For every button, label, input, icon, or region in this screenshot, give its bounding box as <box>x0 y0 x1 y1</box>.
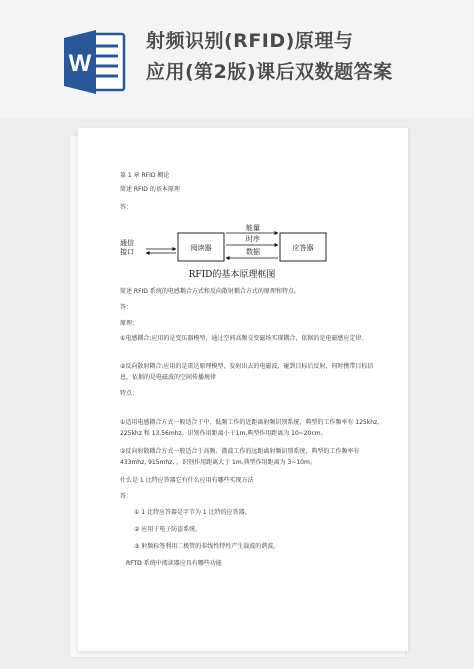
document-title <box>146 26 466 88</box>
diagram-caption: RFID的基本原理框图 <box>188 270 276 280</box>
question-4: RFTD 系统中阅读器应具有哪些功能 <box>126 560 222 567</box>
document-title-line-2: 应用(第2版)课后双数题答案 <box>146 61 393 83</box>
list-item-1: ① 1 比特应答器是字节为 1 比特的应答器。 <box>134 509 251 516</box>
transponder-label: 应答器 <box>292 244 314 252</box>
host-label-1: 通信 <box>120 239 134 247</box>
word-icon-letter: W <box>68 50 92 77</box>
document-page <box>78 128 408 651</box>
principle-label: 原理： <box>120 320 139 327</box>
question-1: 简述 RFID 的基本原理 <box>120 186 180 193</box>
question-3: 什么是 1 比特应答器它有什么应用有哪些实现方法 <box>120 477 254 484</box>
feature-label: 特点： <box>120 390 139 397</box>
feature-1: ①适用电感耦合方式一般适合于中、低频工作的近距离射频识别系统，典型的工作频率有 125khz, 225khz 和 13.56mhz。识别作用距离小于1m,典型作用距离为 10~20cm。 <box>120 419 380 437</box>
feature-2: ②反向射散耦合方式一般适合于高频、微波工作的远距离射频识别系统，典型的工作频率有 433mhz, 915mhz, ，识别作用距离大于 1m,典型作用距离为 3~10m。 <box>120 448 360 466</box>
answer-label-2: 答： <box>120 304 133 311</box>
answer-label-3: 答： <box>120 493 133 500</box>
principle-2: ②反向散射耦合:应用的是雷达原理模型，发射出去的电磁波，碰到目标后反射，同时携带目标信息，依据的是电磁波的空间传播规律 <box>120 363 374 381</box>
list-item-2: ② 应用于电子防盗系统。 <box>134 526 202 533</box>
document-banner <box>0 0 474 118</box>
document-title-line-1: 射频识别(RFID)原理与 <box>146 30 354 52</box>
energy-label: 能量 <box>246 224 260 232</box>
timing-label: 时序 <box>246 235 260 243</box>
list-item-3: ③ 射频标签利用二极管的非线性特性产生载波的谐波。 <box>134 543 280 550</box>
principle-1: ①电感耦合:应用的是变压器模型，通过空间高频交变磁场实现耦合，依据的是电磁感应定律。 <box>120 335 368 342</box>
rfid-principle-diagram <box>118 221 336 283</box>
question-2: 简述 RFID 系统的电感耦合方式和反向散射耦合方式的原理和特点。 <box>120 288 300 295</box>
data-label: 数据 <box>246 248 260 256</box>
reader-label: 阅读器 <box>190 244 212 252</box>
host-label-2: 接口 <box>120 248 134 256</box>
word-document-icon <box>62 26 126 98</box>
chapter-heading: 第 1 章 RFID 概论 <box>120 172 170 179</box>
answer-label: 答： <box>120 204 133 211</box>
